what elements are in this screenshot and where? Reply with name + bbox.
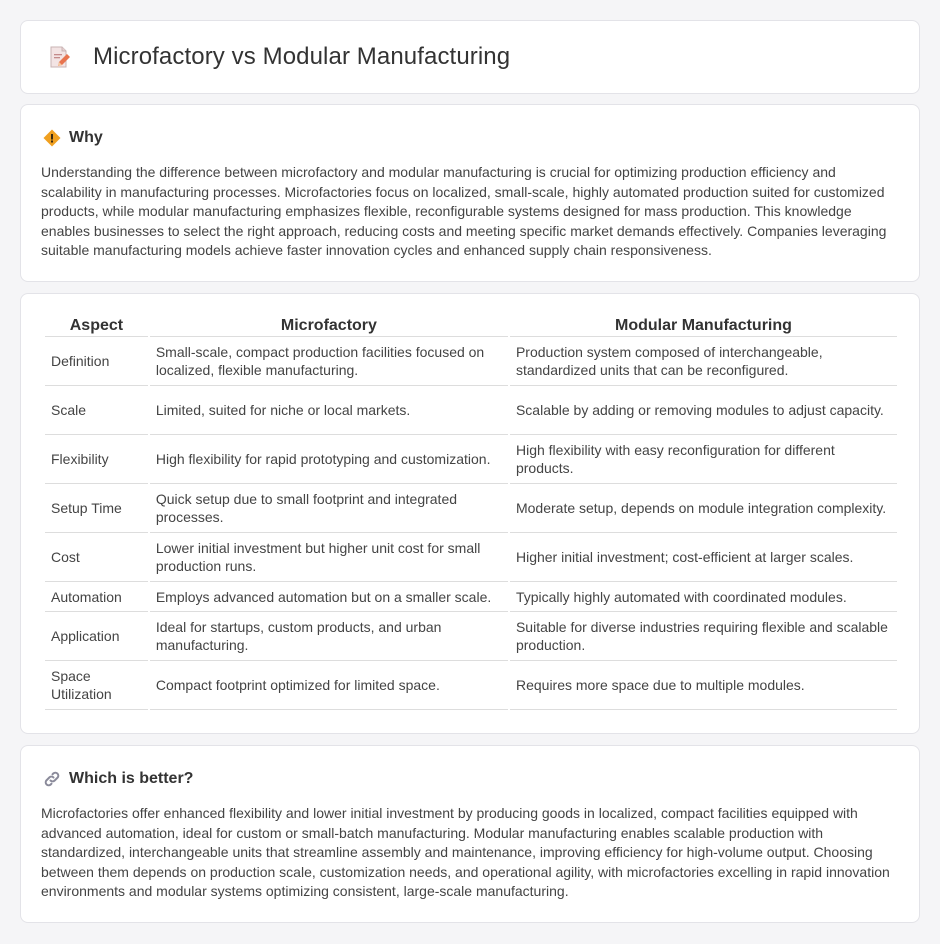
modular-cell: Suitable for diverse industries requiring flexible and scalable production. [510, 612, 897, 661]
why-section [20, 104, 920, 282]
comparison-table [43, 316, 899, 710]
table-row [45, 533, 897, 582]
aspect-cell: Flexibility [45, 435, 148, 484]
page-title: Microfactory vs Modular Manufacturing [93, 43, 511, 70]
aspect-cell: Scale [45, 386, 148, 435]
header-modular: Modular Manufacturing [510, 316, 897, 337]
microfactory-cell: Quick setup due to small footprint and integrated processes. [150, 484, 508, 533]
aspect-cell: Application [45, 612, 148, 661]
modular-cell: Requires more space due to multiple modules. [510, 661, 897, 710]
microfactory-cell: Employs advanced automation but on a smaller scale. [150, 582, 508, 612]
better-text: Microfactories offer enhanced flexibility and lower initial investment by producing goods in localized, compact facilities equipped with advanced automation, ideal for custom or small-batch manufacturing. Modular manufacturing enables scalable production with standardized, interchangeable units that streamline assembly and maintenance, improving efficiency for high-volume output. Choosing between them depends on production scale, customization needs, and operational agility, with microfactories excelling in rapid innovation environments and modular systems optimizing consistent, large-scale manufacturing. [41, 805, 890, 900]
table-row [45, 386, 897, 435]
modular-cell: Production system composed of interchangeable, standardized units that can be reconfigured. [510, 337, 897, 386]
which-is-better-section [20, 745, 920, 923]
aspect-cell: Definition [45, 337, 148, 386]
header-microfactory: Microfactory [150, 316, 508, 337]
title-card [20, 20, 920, 94]
microfactory-cell: Small-scale, compact production facilities focused on localized, flexible manufacturing. [150, 337, 508, 386]
aspect-cell: Space Utilization [45, 661, 148, 710]
microfactory-cell: Lower initial investment but higher unit cost for small production runs. [150, 533, 508, 582]
link-icon [43, 770, 61, 788]
table-row [45, 661, 897, 710]
modular-cell: Higher initial investment; cost-efficient at larger scales. [510, 533, 897, 582]
modular-cell: Typically highly automated with coordinated modules. [510, 582, 897, 612]
header-aspect: Aspect [45, 316, 148, 337]
aspect-cell: Setup Time [45, 484, 148, 533]
document-edit-icon [47, 45, 71, 69]
diamond-warning-icon [43, 129, 61, 147]
microfactory-cell: Compact footprint optimized for limited space. [150, 661, 508, 710]
better-title: Which is better? [69, 770, 194, 787]
table-row [45, 582, 897, 612]
microfactory-cell: Limited, suited for niche or local markets. [150, 386, 508, 435]
table-row [45, 484, 897, 533]
modular-cell: High flexibility with easy reconfiguration for different products. [510, 435, 897, 484]
aspect-cell: Automation [45, 582, 148, 612]
aspect-cell: Cost [45, 533, 148, 582]
table-header-row [45, 316, 897, 337]
comparison-card [20, 293, 920, 734]
microfactory-cell: Ideal for startups, custom products, and urban manufacturing. [150, 612, 508, 661]
modular-cell: Scalable by adding or removing modules to adjust capacity. [510, 386, 897, 435]
table-row [45, 612, 897, 661]
microfactory-cell: High flexibility for rapid prototyping and customization. [150, 435, 508, 484]
why-title: Why [69, 129, 103, 146]
table-row [45, 337, 897, 386]
modular-cell: Moderate setup, depends on module integration complexity. [510, 484, 897, 533]
table-row [45, 435, 897, 484]
why-text: Understanding the difference between microfactory and modular manufacturing is crucial for optimizing production efficiency and scalability in manufacturing processes. Microfactories focus on localized, small-scale, highly automated production suited for customized products, while modular manufacturing emphasizes flexible, reconfigurable systems designed for mass production. This knowledge enables businesses to select the right approach, reducing costs and meeting specific market demands effectively. Companies leveraging suitable manufacturing models achieve faster innovation cycles and enhanced supply chain responsiveness. [41, 164, 887, 259]
